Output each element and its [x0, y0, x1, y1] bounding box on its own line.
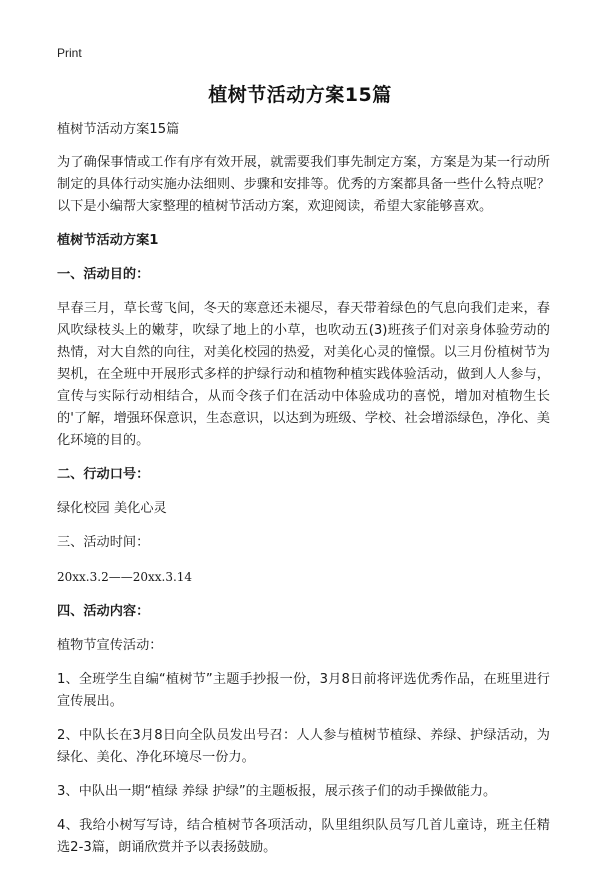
heading-time: 三、活动时间：: [57, 535, 150, 550]
print-link[interactable]: Print: [57, 46, 82, 60]
section-title: 植树节活动方案1: [57, 233, 159, 248]
content-intro: 植物节宣传活动：: [57, 638, 163, 653]
time-text: 20xx.3.2——20xx.3.14: [57, 570, 193, 584]
slogan-text: 绿化校园 美化心灵: [57, 501, 167, 516]
page-title: 植树节活动方案15篇: [208, 84, 392, 106]
list-item: 4、我给小树写写诗，结合植树节各项活动，队里组织队员写几首儿童诗，班主任精选2-3篇，朗诵欣赏并予以表扬鼓励。: [57, 818, 550, 855]
heading-purpose: 一、活动目的：: [57, 267, 150, 282]
list-item: 3、中队出一期“植绿 养绿 护绿”的主题板报，展示孩子们的动手操做能力。: [57, 784, 497, 799]
subtitle: 植树节活动方案15篇: [57, 122, 180, 137]
heading-content: 四、活动内容：: [57, 604, 150, 619]
intro-paragraph: 为了确保事情或工作有序有效开展，就需要我们事先制定方案，方案是为某一行动所制定的具体行动实施办法细则、步骤和安排等。优秀的方案都具备一些什么特点呢？以下是小编帮大家整理的植树节活动方案，欢迎阅读，希望大家能够喜欢。: [57, 155, 550, 214]
list-item: 1、全班学生自编“植树节”主题手抄报一份，3月8日前将评选优秀作品，在班里进行宣传展出。: [57, 672, 550, 709]
list-item: 2、中队长在3月8日向全队员发出号召：人人参与植树节植绿、养绿、护绿活动，为绿化、美化、净化环境尽一份力。: [57, 728, 550, 765]
purpose-paragraph: 早春三月，草长莺飞间，冬天的寒意还未褪尽，春天带着绿色的气息向我们走来，春风吹绿枝头上的嫩芽，吹绿了地上的小草，也吹动五(3)班孩子们对亲身体验劳动的热情，对大自然的向往，对美化校园的热爱，对美化心灵的憧憬。以三月份植树节为契机，在全班中开展形式多样的护绿行动和植物种植实践体验活动，做到人人参与，宣传与实际行动相结合，从而令孩子们在活动中体验成功的喜悦，增加对植物生长的'了解，增强环保意识，生态意识，以达到为班级、学校、社会增添绿色，净化、美化环境的目的。: [57, 301, 550, 448]
heading-slogan: 二、行动口号：: [57, 467, 150, 482]
document-body: [57, 119, 550, 871]
